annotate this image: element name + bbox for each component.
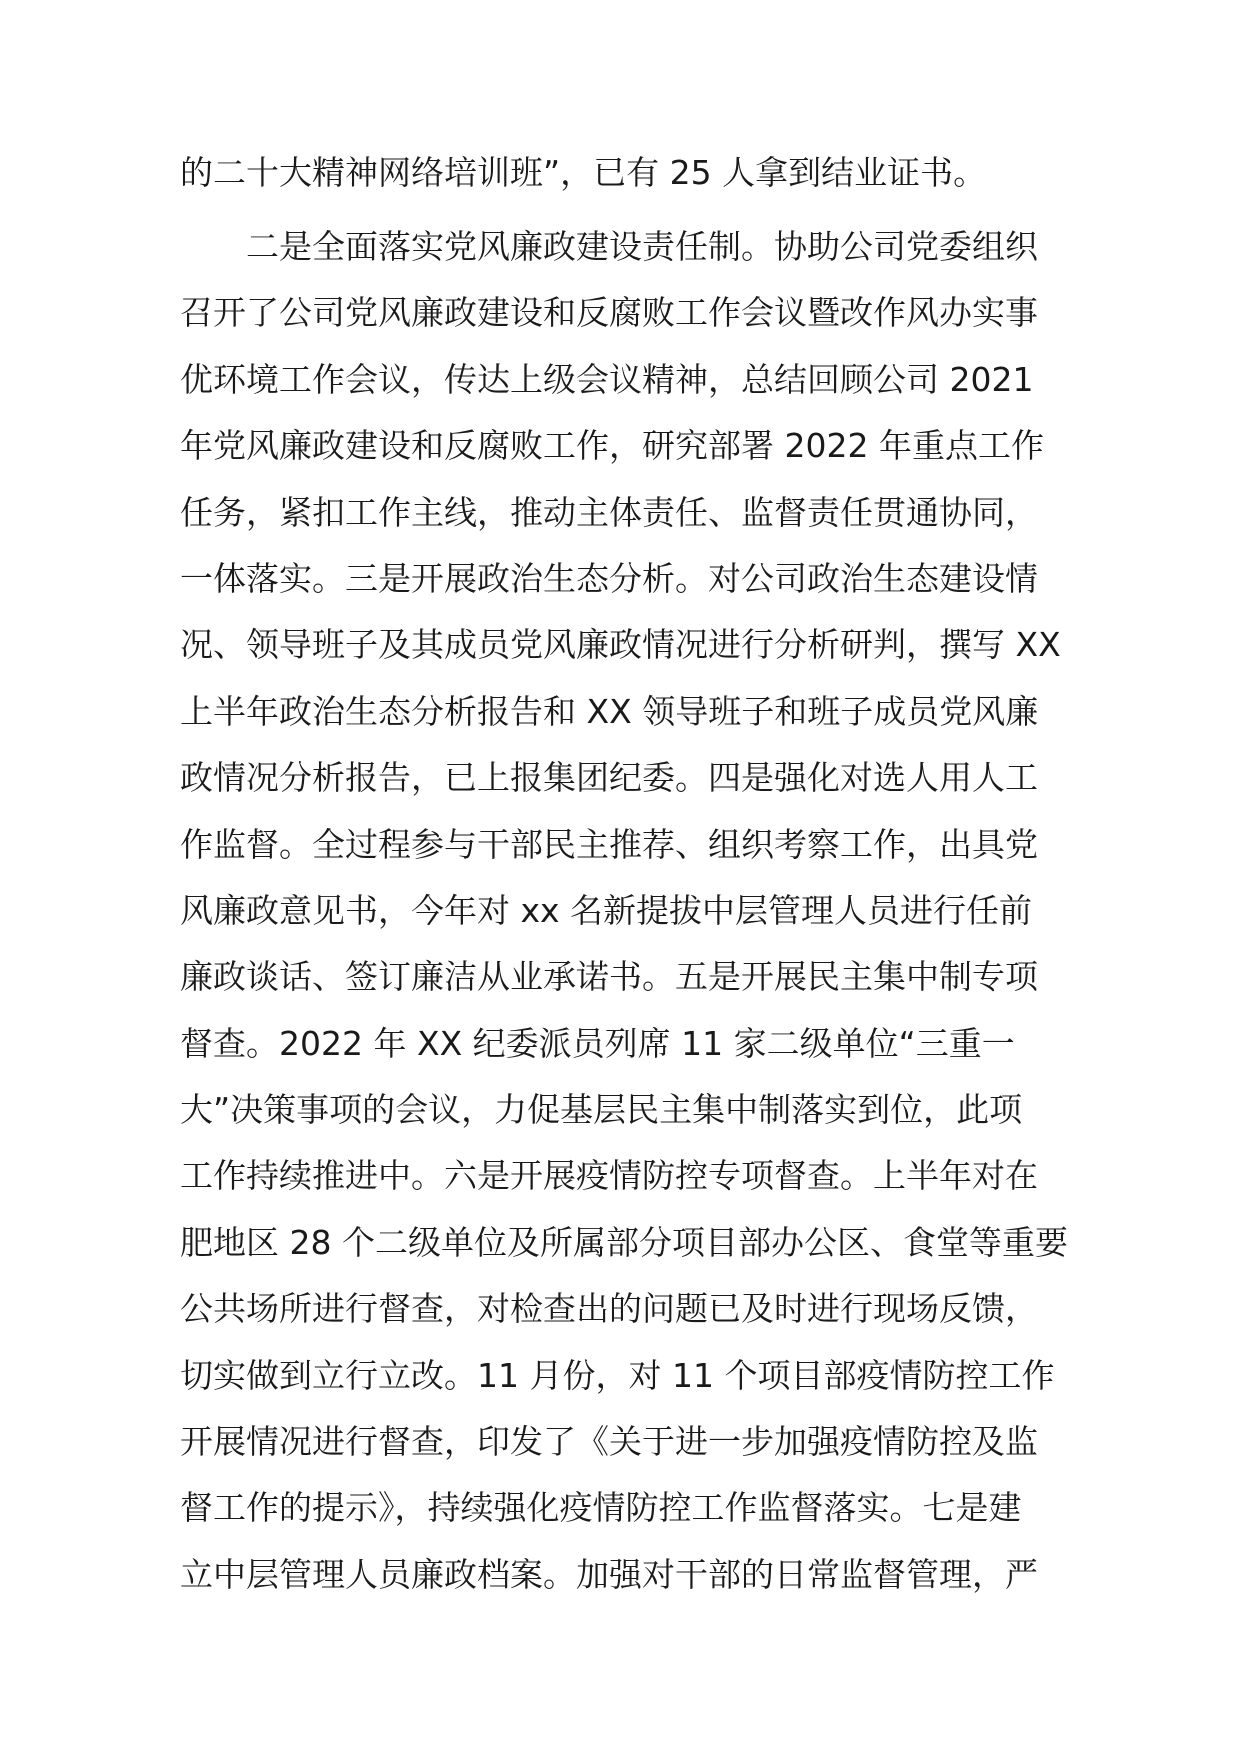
text-line: 一体落实。三是开展政治生态分析。对公司政治生态建设情 <box>180 558 1038 598</box>
text-line: 工作持续推进中。六是开展疫情防控专项督查。上半年对在 <box>180 1156 1038 1196</box>
text-line: 切实做到立行立改。11 月份，对 11 个项目部疫情防控工作 <box>180 1355 1055 1395</box>
text-line: 优环境工作会议，传达上级会议精神，总结回顾公司 2021 <box>180 359 1034 399</box>
text-line: 况、领导班子及其成员党风廉政情况进行分析研判，撰写 XX <box>180 625 1061 665</box>
text-line: 公共场所进行督查，对检查出的问题已及时进行现场反馈， <box>180 1289 1038 1329</box>
text-line: 作监督。全过程参与干部民主推荐、组织考察工作，出具党 <box>180 824 1038 864</box>
text-line: 上半年政治生态分析报告和 XX 领导班子和班子成员党风廉 <box>180 691 1039 731</box>
text-line: 督工作的提示》，持续强化疫情防控工作监督落实。七是建 <box>180 1488 1022 1528</box>
text-line: 的二十大精神网络培训班”，已有 25 人拿到结业证书。 <box>180 153 987 192</box>
text-line: 风廉政意见书，今年对 xx 名新提拔中层管理人员进行任前 <box>180 890 1033 930</box>
body-text <box>180 148 1080 1608</box>
text-line: 召开了公司党风廉政建设和反腐败工作会议暨改作风办实事 <box>180 293 1038 333</box>
text-line: 二是全面落实党风廉政建设责任制。协助公司党委组织 <box>246 227 1038 266</box>
text-line: 督查。2022 年 XX 纪委派员列席 11 家二级单位“三重一 <box>180 1023 1015 1063</box>
text-line: 廉政谈话、签订廉洁从业承诺书。五是开展民主集中制专项 <box>180 957 1038 997</box>
text-line: 任务，紧扣工作主线，推动主体责任、监督责任贯通协同， <box>180 492 1038 532</box>
text-line: 年党风廉政建设和反腐败工作，研究部署 2022 年重点工作 <box>180 426 1044 466</box>
text-line: 开展情况进行督查，印发了《关于进一步加强疫情防控及监 <box>180 1422 1038 1462</box>
text-line: 政情况分析报告，已上报集团纪委。四是强化对选人用人工 <box>180 758 1038 798</box>
text-line: 肥地区 28 个二级单位及所属部分项目部办公区、食堂等重要 <box>180 1222 1068 1262</box>
text-line: 大”决策事项的会议，力促基层民主集中制落实到位，此项 <box>180 1090 1023 1130</box>
text-line: 立中层管理人员廉政档案。加强对干部的日常监督管理，严 <box>180 1554 1038 1594</box>
